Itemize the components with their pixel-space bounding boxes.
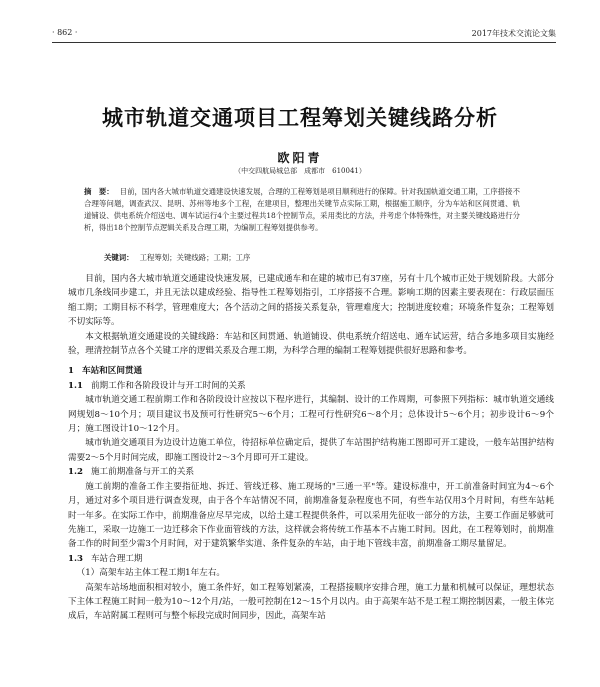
keywords-text: 工程筹划；关键线路；工期；工序	[139, 253, 251, 262]
section-1-3-title: 车站合理工期	[90, 553, 143, 564]
intro-paragraph-1: 目前，国内各大城市轨道交通建设快速发展，已建成通车和在建的城市已有37座，另有十几个城市正处于规划阶段。大部分城市几条线同步建工，并且无法以建成经验、指导性工程筹划指引，工序搭接不合理。影响工期的因素主要表现在：行政层面压缩工期；工期目标不科学，管理难度大；各个活动之间的搭接关系复杂，管理难度大；控制进度较难；环境条件复杂；工程筹划不切实际等。	[68, 274, 554, 328]
section-1-1-title: 前期工作和各阶段设计与开工时间的关系	[90, 380, 246, 391]
keywords	[104, 252, 520, 264]
section-1-1-paragraph-2: 城市轨道交通项目为边设计边施工单位，待招标单位确定后，提供了车站围护结构施工图即可开工建设，一般车站围护结构需要2～5个月时间完成，即施工图设计2～3个月即可开工建设。	[68, 438, 554, 463]
section-1-number: 1	[68, 366, 74, 377]
journal-name: 2017年技术交流论文集	[471, 29, 556, 38]
section-1-heading	[68, 364, 554, 378]
author-affiliation: （中交四航局城总部 成都市 610041）	[234, 167, 366, 175]
abstract-text: 目前，国内各大城市轨道交通建设快速发展，合理的工程筹划是项目顺利进行的保障。针对我国轨道交通工期，工序搭接不合理等问题，调查武汉、昆明、苏州等地多个工程，在建项目，整理出关键节点实际工期，根据施工顺序，分为车站和区间贯通、轨道铺设、供电系统介绍送电、调车试运行4个主要过程共18个控制节点，采用类比的方法，并考虑个体特殊性，对主要关键线路进行分析，得出18个控制节点逻辑关系及合理工期，为编制工程筹划提供参考。	[84, 187, 520, 232]
section-1-1-heading	[68, 379, 554, 393]
abstract	[84, 186, 520, 234]
intro-paragraph-2: 本文根据轨道交通建设的关键线路：车站和区间贯通、轨道铺设、供电系统介绍送电、通车试运营，结合多地多项目实施经验，理清控制节点各个关键工序的逻辑关系及合理工期，为科学合理的编制工程筹划提供很好思路和参考。	[68, 331, 554, 357]
section-1-3-paragraph-1: 高架车站场地面积相对较小，施工条件好，如工程筹划紧凑，工程搭接顺序安排合理，施工力量和机械可以保证，理想状态下主体工程施工时间一般为10～12个月/站，一般可控制在12～15个月以内。由于高架车站不是工程工期控制因素，一般主体完成后，车站附属工程则可与整个标段完成时间同步，因此，高架车站	[68, 582, 554, 622]
section-1-3-item-1: （1）高架车站主体工程工期1年左右。	[76, 568, 226, 579]
section-1-2-heading	[68, 465, 554, 479]
header-divider	[52, 42, 556, 43]
section-1-2-title: 施工前期准备与开工的关系	[90, 467, 195, 478]
keywords-label: 关键词：	[104, 253, 134, 262]
abstract-label: 摘 要：	[84, 187, 114, 196]
author-name: 欧阳青	[277, 151, 323, 165]
paper-title: 城市轨道交通项目工程筹划关键线路分析	[102, 105, 498, 130]
body-text	[68, 272, 554, 624]
section-1-2-number: 1.2	[68, 467, 83, 478]
section-1-title: 车站和区间贯通	[81, 366, 143, 377]
section-1-3-number: 1.3	[68, 553, 83, 564]
page-number: · 862 ·	[52, 28, 78, 37]
section-1-1-paragraph-1: 城市轨道交通工程前期工作和各阶段设计应按以下程序进行，其编制、设计的工作周期，可参照下列指标：城市轨道交通线网规划8～10个月；项目建议书及预可行性研究5～6个月；工程可行性研究6～8个月；总体设计5～6个月；初步设计6～9个月；施工图设计10～12个月。	[68, 395, 554, 435]
running-header	[52, 28, 556, 42]
section-1-1-number: 1.1	[68, 380, 83, 391]
section-1-2-paragraph-1: 施工前期的准备工作主要指征地、拆迁、管线迁移、施工现场的"三通一平"等。建设标准中，开工前准备时间宜为4～6个月，通过对多个项目进行调查发现，由于各个车站情况不同，前期准备复杂程度也不同，有些车站仅用3个月时间，有些车站耗时一年多。在实际工作中，前期准备应尽早完成，以给土建工程提供条件，可以采用先征收一部分的方法，主要工作面足够就可先施工，采取一边施工一边迁移余下作业面管线的方法，这样就会将传统工作基本不占施工时间。因此，在工程筹划时，前期准备工作的时间至少需3个月时间，对于建筑繁华实道、条件复杂的车站，由于地下管线丰富，前期准备工期尽量留足。	[68, 481, 554, 550]
section-1-3-heading	[68, 552, 554, 566]
